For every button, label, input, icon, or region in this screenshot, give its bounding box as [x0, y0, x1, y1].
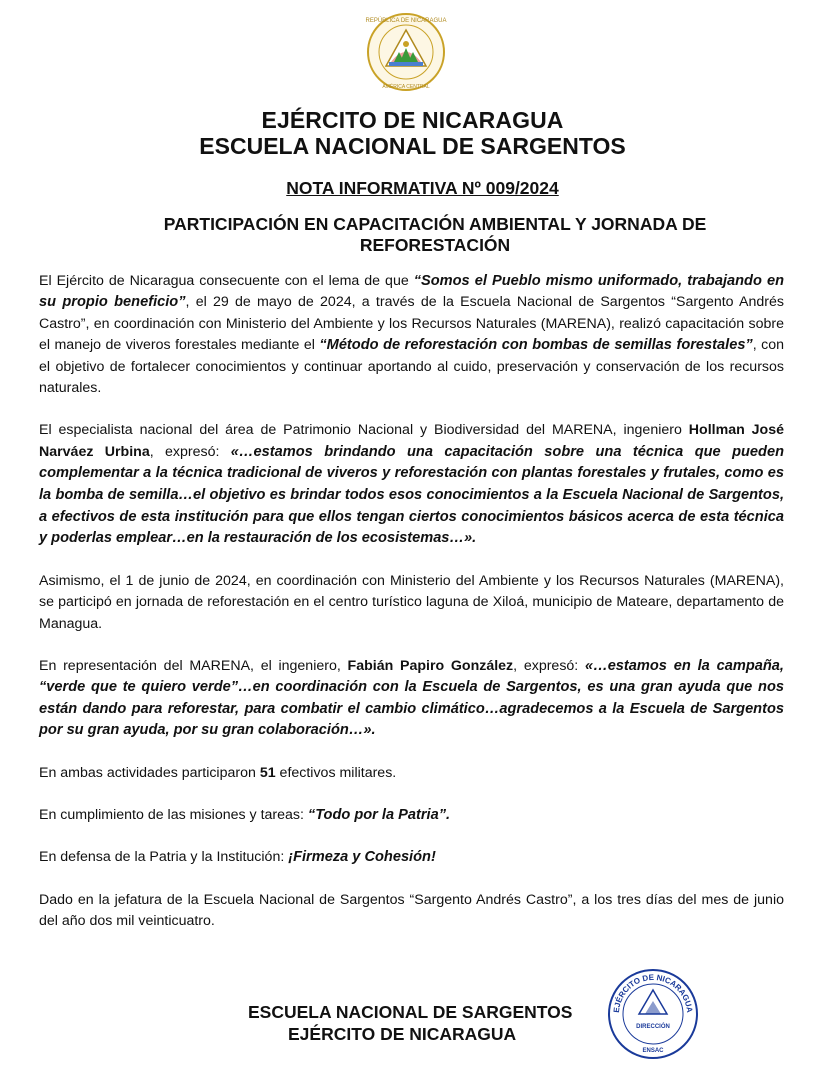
document-body [39, 271, 784, 933]
stamp-ring-textpath: EJÉRCITO DE NICARAGUA [611, 972, 695, 1014]
seal-inscription: REPÚBLICA DE NICARAGUA [365, 18, 447, 24]
p1-text-1: El Ejército de Nicaragua consecuente con el lema de que [39, 273, 414, 289]
p4-text-1: En representación del MARENA, el ingeniero, [39, 658, 348, 675]
paragraph-8: Dado en la jefatura de la Escuela Nacional de Sargentos “Sargento Andrés Castro”, a los tres días del mes de junio del año dos mil veinticuatro. [39, 891, 784, 930]
paragraph-7 [39, 847, 784, 868]
p4-engineer-name: Fabián Papiro González [347, 658, 514, 675]
p1-method: “Método de reforestación con bombas de semillas forestales” [319, 337, 753, 354]
signature-school: ESCUELA NACIONAL DE SARGENTOS [248, 1002, 573, 1022]
p6-text-1: En cumplimiento de las misiones y tareas: [39, 807, 308, 824]
p1-text-3: , con el objetivo de fortalecer conocimientos y continuar aportando al cuido, preservación y conservación de los recursos naturales. [39, 337, 784, 397]
p7-text-1: En defensa de la Patria y la Institución: [39, 849, 289, 866]
p5-text-1: En ambas actividades participaron [39, 764, 260, 781]
stamp-center-text: DIRECCIÓN [636, 1024, 670, 1030]
p5-count: 51 [259, 764, 276, 781]
p2-engineer-name: Hollman José Narváez Urbina [39, 422, 784, 460]
p1-text-2: , el 29 de mayo de 2024, a través de la Escuela Nacional de Sargentos “Sargento Andrés Castro”, en coordinación con Ministerio del Ambiente y los Recursos Naturales (MARENA), realizó capacitación sobre el manejo de viveros forestales mediante el [39, 294, 784, 354]
p1-motto: “Somos el Pueblo mismo uniformado, trabajando en su propio beneficio” [39, 273, 784, 311]
paragraph-4 [39, 656, 784, 742]
p2-quote: «…estamos brindando una capacitación sobre una técnica que pueden complementar a la técnica tradicional de viveros y reforestación con plantas forestales y frutales, como es la bomba de semilla…el objetivo es brindar todos esos conocimientos a la Escuela Nacional de Sargentos, a efectivos de esta institución para que ellos tengan ciertos conocimientos básicos acerca de esta técnica y poderlas emplear…en la restauración de los ecosistemas…». [39, 443, 784, 547]
official-stamp-icon [605, 968, 701, 1060]
p7-motto: ¡Firmeza y Cohesión! [288, 849, 436, 866]
p4-quote: «…estamos en la campaña, “verde que te quiero verde”…en coordinación con la Escuela de Sargentos, es una gran ayuda que nos están dando para reforestar, para combatir el cambio climático…agradecemos a la Escuela de Sargentos por su gran ayuda, por su gran colaboración…». [39, 658, 784, 739]
p2-text-1: El especialista nacional del área de Patrimonio Nacional y Biodiversidad del MARENA, ingeniero [39, 422, 689, 439]
signature-army: EJÉRCITO DE NICARAGUA [288, 1024, 517, 1044]
p2-text-2: , expresó: [149, 443, 231, 460]
paragraph-6 [39, 805, 784, 826]
headline: PARTICIPACIÓN EN CAPACITACIÓN AMBIENTAL Y JORNADA DE REFORESTACIÓN [163, 214, 707, 255]
note-number [0, 178, 825, 199]
institution-title: EJÉRCITO DE NICARAGUA [261, 107, 564, 133]
note-number-text: NOTA INFORMATIVA Nº 009/2024 [286, 178, 559, 198]
school-title: ESCUELA NACIONAL DE SARGENTOS [199, 133, 626, 159]
seal-inscription-bottom: AMÉRICA CENTRAL [382, 84, 430, 90]
stamp-bottom-text: ENSAC [642, 1048, 664, 1054]
p5-text-2: efectivos militares. [275, 764, 397, 781]
p6-motto: “Todo por la Patria”. [307, 807, 451, 824]
p4-text-2: , expresó: [513, 658, 585, 675]
paragraph-1 [39, 271, 784, 399]
nicaragua-coat-of-arms-icon [364, 10, 448, 94]
paragraph-5 [39, 763, 784, 784]
paragraph-2 [39, 420, 784, 549]
paragraph-3: Asimismo, el 1 de junio de 2024, en coordinación con Ministerio del Ambiente y los Recursos Naturales (MARENA), se participó en jornada de reforestación en el centro turístico laguna de Xiloá, municipio de Mateare, departamento de Managua. [39, 572, 784, 632]
